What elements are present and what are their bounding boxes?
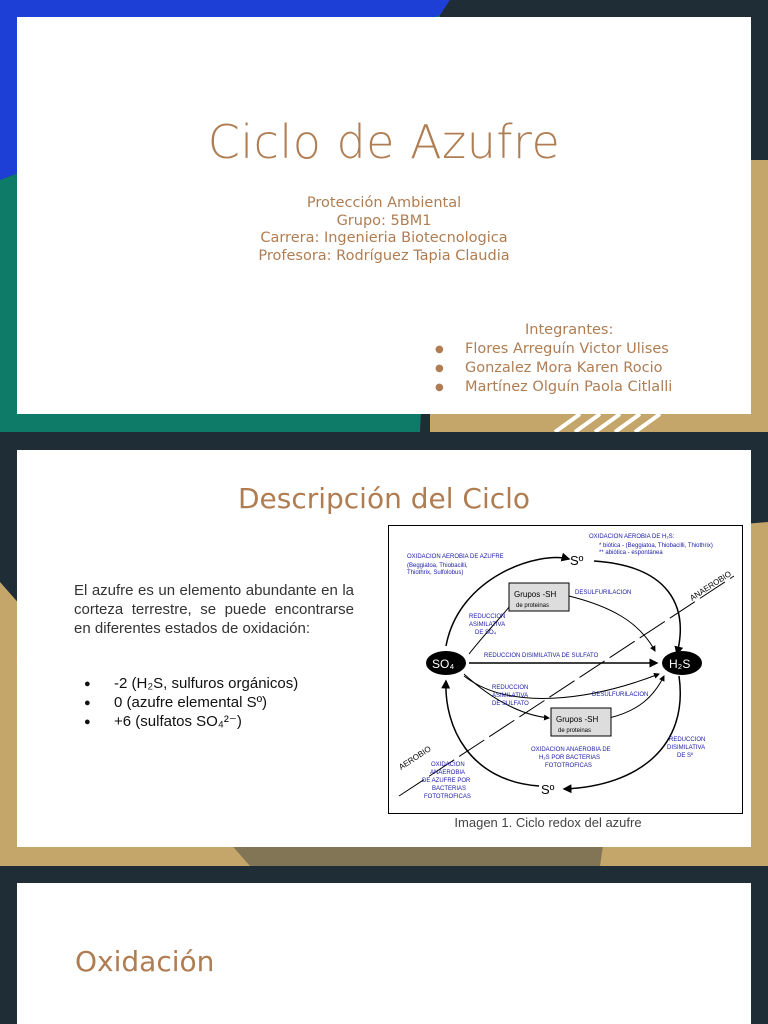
member-item: ● Martínez Olguín Paola Citlalli xyxy=(435,378,672,397)
label-ox-anaer-h2s-l3: FOTOTROFICAS xyxy=(545,763,592,769)
label-ox-anaer-h2s-l1: OXIDACION ANAEROBIA DE xyxy=(531,747,611,753)
label-ox-aerobia-azufre-sub2: Thiothrix, Sulfolobus) xyxy=(407,570,464,576)
label-aerobio: AEROBIO xyxy=(397,744,433,772)
node-s0-top: Sº xyxy=(570,553,584,568)
sh-bottom-label: Grupos -SH xyxy=(556,715,599,724)
label-red-asim-2-l2: ASIMILATIVA xyxy=(492,693,529,699)
label-ox-anaer-azufre-l4: BACTERIAS xyxy=(432,786,467,792)
label-ox-anaer-h2s-l2: H₂S POR BACTERIAS xyxy=(539,755,601,761)
label-ox-anaer-azufre-l3: DE AZUFRE POR xyxy=(422,778,471,784)
label-red-disim-s0-l2: DISIMILATIVA xyxy=(667,745,706,751)
label-red-asim-1-l2: ASIMILATIVA xyxy=(469,622,506,628)
label-red-asim-1-l1: REDUCCION xyxy=(469,614,506,620)
presentation-title: Ciclo de Azufre xyxy=(207,115,561,169)
label-ox-aerobia-azufre: OXIDACION AEROBIA DE AZUFRE xyxy=(407,554,504,560)
node-so4: SO₄ xyxy=(432,657,455,671)
slide-2 xyxy=(0,432,768,866)
label-red-asim-1-l3: DE SO₄ xyxy=(475,630,497,636)
label-red-disim-s0-l1: REDUCCION xyxy=(669,737,706,743)
member-item: ● Flores Arreguín Victor Ulises xyxy=(435,340,672,359)
label-red-disim-sulfato: REDUCCION DISIMILATIVA DE SULFATO xyxy=(484,653,599,659)
slide-3 xyxy=(0,866,768,1024)
course-info xyxy=(17,195,751,265)
sh-top-label: Grupos -SH xyxy=(514,590,557,599)
label-ox-aerobia-h2s: OXIDACION AEROBIA DE H₂S: xyxy=(589,534,675,540)
label-biotica: * biótica - (Beggiatoa, Thiobacilli, Thiothrix) xyxy=(599,543,713,549)
description-slide-card xyxy=(17,450,751,847)
node-s0-bottom: Sº xyxy=(541,782,555,797)
label-desulfurilacion-top: DESULFURILACION xyxy=(575,590,632,596)
course-professor: Profesora: Rodríguez Tapia Claudia xyxy=(258,247,510,264)
description-paragraph: El azufre es un elemento abundante en la corteza terrestre, se puede encontrarse en diferentes estados de oxidación: xyxy=(74,582,354,637)
oxidation-state-item: ● -2 (H₂S, sulfuros orgánicos) xyxy=(84,674,298,693)
sh-bottom-sublabel: de proteinas xyxy=(558,728,592,734)
member-item: ● Gonzalez Mora Karen Rocio xyxy=(435,359,672,378)
slide-title: Descripción del Ciclo xyxy=(237,482,531,515)
course-subject: Protección Ambiental xyxy=(306,195,462,211)
oxidation-states-list xyxy=(84,674,298,731)
slide-title: Oxidación xyxy=(75,945,215,978)
label-red-disim-s0-l3: DE Sº xyxy=(677,753,694,759)
sh-top-sublabel: de proteinas xyxy=(516,603,550,609)
slide-1 xyxy=(0,0,768,432)
label-red-asim-2-l1: REDUCCION xyxy=(492,685,529,691)
label-ox-anaer-azufre-l1: OXIDACION xyxy=(431,762,465,768)
label-ox-anaer-azufre-l5: FOTOTROFICAS xyxy=(424,794,471,800)
members-heading: Integrantes: xyxy=(525,322,614,338)
title-slide-card xyxy=(17,17,751,414)
node-h2s: H₂S xyxy=(669,657,691,671)
image-caption: Imagen 1. Ciclo redox del azufre xyxy=(454,815,642,830)
label-red-asim-2-l3: DE SULFATO xyxy=(492,701,529,707)
oxidation-slide-card xyxy=(17,883,751,1024)
label-ox-aerobia-azufre-sub1: (Beggiatoa, Thiobacilli, xyxy=(407,563,468,569)
label-ox-anaer-azufre-l2: ANAEROBIA xyxy=(430,770,466,776)
course-career: Carrera: Ingenieria Biotecnologica xyxy=(260,230,508,246)
label-anaerobio: ANAEROBIO xyxy=(688,569,733,603)
course-group: Grupo: 5BM1 xyxy=(336,212,432,229)
members-list xyxy=(435,340,672,397)
oxidation-state-item: ● +6 (sulfatos SO₄²⁻) xyxy=(84,712,298,731)
members-block xyxy=(435,321,672,397)
oxidation-state-item: ● 0 (azufre elemental Sº) xyxy=(84,693,298,712)
sulfur-cycle-diagram xyxy=(388,525,743,814)
label-abiotica: ** abiótica - espontánea xyxy=(599,550,663,556)
label-desulfurilacion-bottom: DESULFURILACION xyxy=(592,692,649,698)
